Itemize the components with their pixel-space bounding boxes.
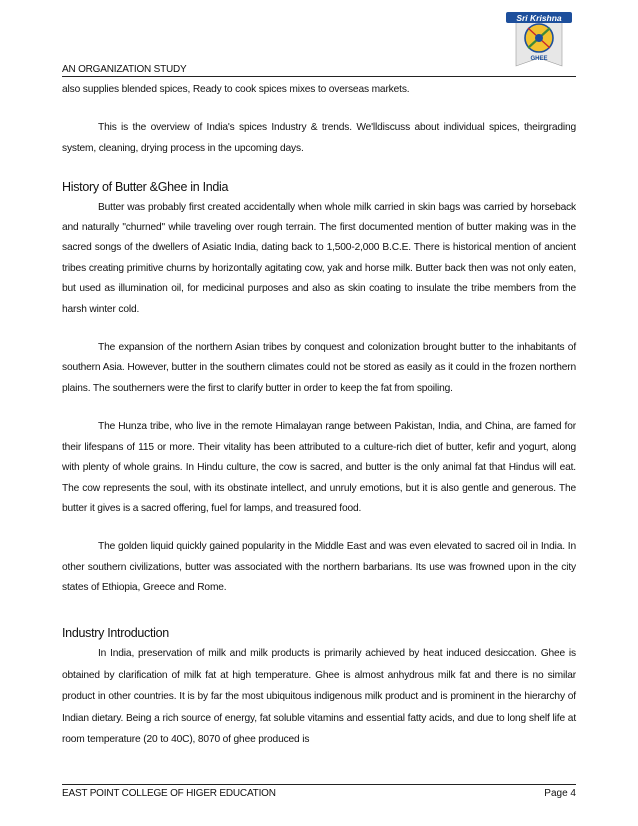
spacer	[62, 599, 576, 617]
overview-paragraph: This is the overview of India's spices Industry & trends. We'lldiscuss about individual spices, theirgrading system, cleaning, drying process in the upcoming days.	[62, 122, 576, 154]
history-paragraph-4: The golden liquid quickly gained popularity in the Middle East and was even elevated to sacred oil in India. In other southern civilizations, butter was associated with the northern barbarians. Its use was frowned upon in the city states of Ethiopia, Greece and Rome.	[62, 541, 576, 594]
spacer	[62, 399, 576, 417]
logo-bottom-text: GHEE	[530, 56, 548, 62]
section-heading-industry: Industry Introduction	[62, 625, 169, 640]
footer-rule	[62, 784, 576, 785]
logo-figure	[535, 34, 543, 42]
page-content	[62, 80, 576, 751]
industry-paragraph-1: In India, preservation of milk and milk products is primarily achieved by heat induced desiccation. Ghee is obtained by clarification of milk fat at high temperature. Ghee is almost anhydrous milk fat and there is no similar product in other countries. It is by far the most ubiquitous indigenous milk product and is prominent in the hierarchy of Indian dietary. Being a rich source of energy, fat soluble vitamins and essential fatty acids, and due to long shelf life at room temperature (20 to 40C), 8070 of ghee produced is	[62, 647, 576, 746]
history-paragraph-3: The Hunza tribe, who live in the remote Himalayan range between Pakistan, India, and China, are famed for their lifespans of 115 or more. Their vitality has been attributed to a culture-rich diet of butter, kefir and yogurt, along with plenty of whole grains. In Hindu culture, the cow is sacred, and butter is the only animal fat that Hindus will eat. The cow represents the soul, with its obstinate intellect, and unruly emotions, but it is also gentle and generous. The butter it gives is a sacred offering, fuel for lamps, and treasured food.	[62, 421, 576, 514]
intro-paragraph-continued: also supplies blended spices, Ready to cook spices mixes to overseas markets.	[62, 84, 410, 95]
logo-top-text: Sri Krishna	[516, 13, 562, 23]
footer-page-number: Page 4	[544, 788, 576, 799]
sri-krishna-ghee-logo	[500, 8, 578, 74]
footer-college-name: EAST POINT COLLEGE OF HIGER EDUCATION	[62, 788, 276, 799]
history-paragraph-1: Butter was probably first created accidentally when whole milk carried in skin bags was carried by horseback and naturally "churned" while traveling over rough terrain. The first documented mention of butter making was in the sacred songs of the dwellers of Asiatic India, dating back to 1,500-2,000 B.C.E. There is historical mention of ancient tribes creating primitive churns by horizontally agitating cow, yak and horse milk. Butter back then was not only eaten, but used as illumination oil, for medicinal purposes and also as skin coating to insulate the tribe members from the harsh winter cold.	[62, 201, 576, 315]
header-rule	[62, 76, 576, 77]
history-paragraph-2: The expansion of the northern Asian tribes by conquest and colonization brought butter to the inhabitants of southern Asia. However, butter in the southern climates could not be stored as easily as it could in the frozen northern plains. The southerners were the first to clarify butter in order to keep the fat from spoiling.	[62, 342, 576, 394]
section-heading-history: History of Butter &Ghee in India	[62, 180, 229, 195]
spacer	[62, 159, 576, 177]
spacer	[62, 100, 576, 118]
running-header: AN ORGANIZATION STUDY	[62, 64, 187, 75]
spacer	[62, 519, 576, 537]
spacer	[62, 320, 576, 338]
